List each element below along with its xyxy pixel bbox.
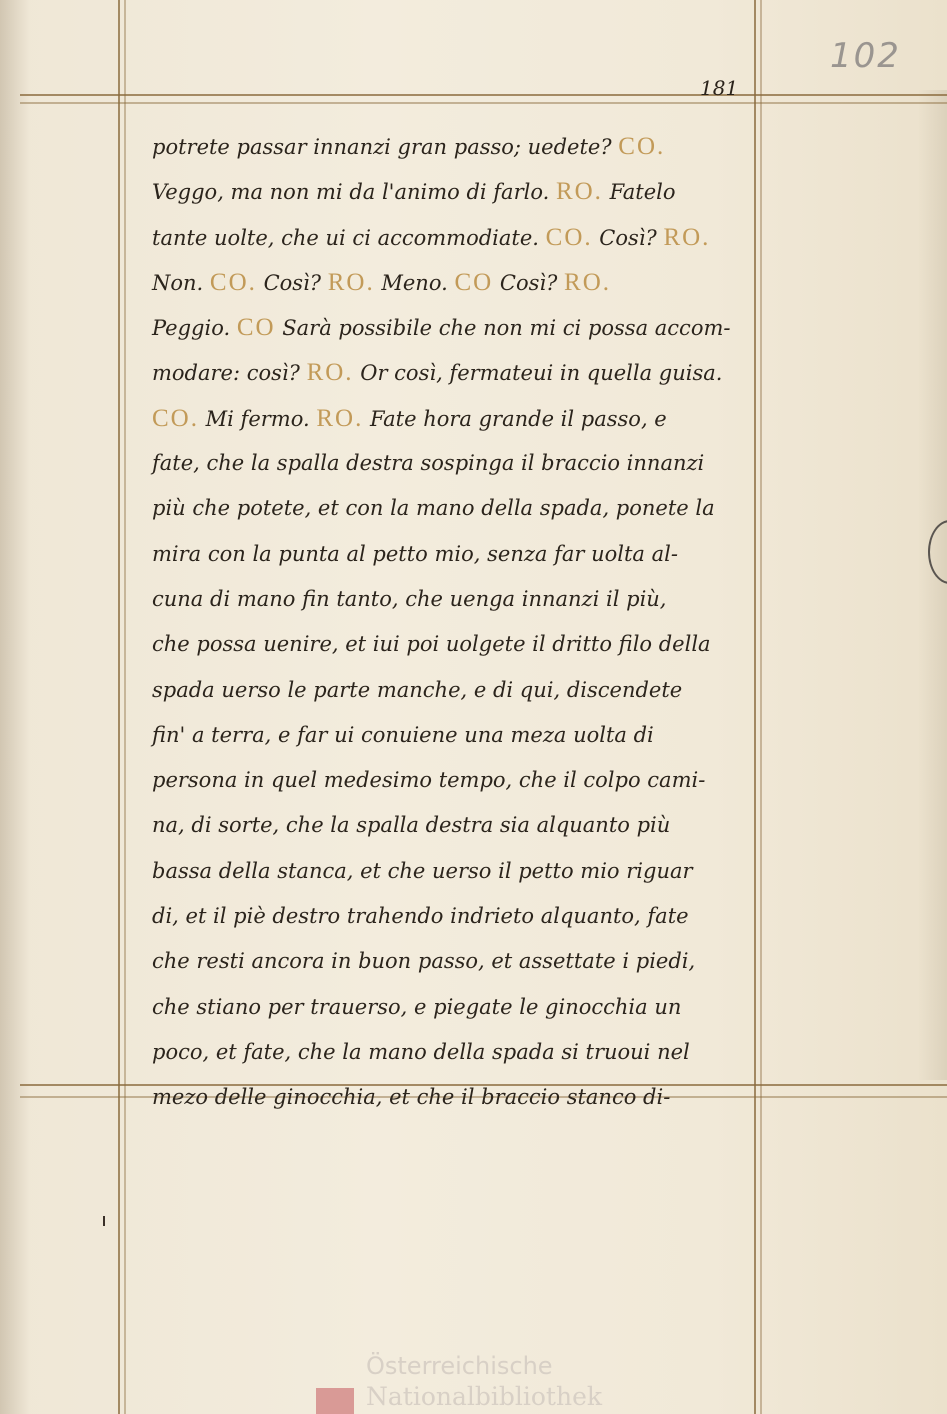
text-segment: fate, che la spalla destra sospinga il braccio innanzi xyxy=(152,451,705,476)
text-segment: Or così, fermateui in quella guisa. xyxy=(353,361,723,386)
text-segment: Non. xyxy=(152,270,210,295)
speaker-label: CO. xyxy=(618,133,666,160)
text-line xyxy=(152,486,742,531)
text-segment: na, di sorte, che la spalla destra sia alquanto più xyxy=(152,813,671,838)
text-segment: Meno. xyxy=(374,270,455,295)
text-line xyxy=(152,939,742,984)
text-segment: Sarà possibile che non mi ci possa accom- xyxy=(275,316,731,341)
speaker-label: CO. xyxy=(152,404,199,432)
text-segment: tante uolte, che ui ci accommodiate. xyxy=(152,225,546,250)
text-segment: Così? xyxy=(592,225,664,250)
text-line xyxy=(152,668,742,713)
speaker-label: CO. xyxy=(545,223,593,251)
text-segment: Fate hora grande il passo, e xyxy=(363,406,667,431)
text-segment: Peggio. xyxy=(152,316,237,341)
pencil-folio-number: 102 xyxy=(830,36,901,76)
text-segment: Mi fermo. xyxy=(198,406,317,431)
text-segment: di, et il piè destro trahendo indrieto alquanto, fate xyxy=(152,904,689,929)
speaker-label: RO. xyxy=(316,404,364,432)
page-edge-shadow xyxy=(918,90,947,1080)
manuscript-text-block xyxy=(152,124,742,1121)
text-segment: persona in quel medesimo tempo, che il colpo cami- xyxy=(152,768,706,793)
text-segment: poco, et fate, che la mano della spada si truoui nel xyxy=(152,1039,690,1064)
library-name-line1: Österreichische xyxy=(366,1352,553,1380)
left-margin-rule-outer xyxy=(118,0,120,1414)
text-segment: Così? xyxy=(493,270,565,295)
text-line xyxy=(152,849,742,894)
margin-tick-mark xyxy=(103,1216,105,1226)
top-rule-inner xyxy=(20,102,947,104)
text-line xyxy=(152,622,742,667)
text-segment: che stiano per trauerso, e piegate le ginocchia un xyxy=(152,994,682,1019)
speaker-label: RO. xyxy=(564,268,612,296)
speaker-label: RO. xyxy=(327,268,375,296)
text-line xyxy=(152,532,742,577)
text-segment: fin' a terra, e far ui conuiene una meza uolta di xyxy=(152,722,654,747)
text-segment: mezo delle ginocchia, et che il braccio stanco di- xyxy=(152,1085,671,1110)
text-segment: mira con la punta al petto mio, senza far uolta al- xyxy=(152,541,678,566)
text-segment: che resti ancora in buon passo, et assettate i piedi, xyxy=(152,949,696,974)
left-margin-rule-inner xyxy=(124,0,126,1414)
right-margin-rule-inner xyxy=(760,0,762,1414)
text-line xyxy=(152,758,742,803)
text-segment: modare: così? xyxy=(152,361,307,386)
text-segment: Così? xyxy=(256,270,328,295)
speaker-label: CO xyxy=(236,314,276,342)
text-segment: più che potete, et con la mano della spada, ponete la xyxy=(152,496,715,521)
text-line xyxy=(152,441,742,486)
text-line xyxy=(152,396,742,441)
text-line xyxy=(152,985,742,1030)
text-line xyxy=(152,124,742,169)
text-line xyxy=(152,350,742,395)
speaker-label: CO xyxy=(454,268,494,296)
text-line xyxy=(152,713,742,758)
text-line xyxy=(152,260,742,305)
text-segment: cuna di mano fin tanto, che uenga innanzi il più, xyxy=(152,586,667,611)
speaker-label: CO. xyxy=(209,268,257,296)
text-segment: Fatelo xyxy=(602,180,676,205)
text-line xyxy=(152,577,742,622)
text-segment: potrete passar innanzi gran passo; uedete? xyxy=(152,135,619,159)
text-segment: bassa della stanca, et che uerso il petto mio riguar xyxy=(152,858,693,883)
text-line xyxy=(152,803,742,848)
text-line xyxy=(152,1075,742,1120)
text-line xyxy=(152,305,742,350)
text-segment: spada uerso le parte manche, e di qui, discendete xyxy=(152,677,683,702)
binding-shadow xyxy=(0,0,30,1414)
library-logo-square xyxy=(316,1388,354,1414)
right-margin-rule-outer xyxy=(754,0,756,1414)
speaker-label: RO. xyxy=(663,223,711,251)
text-line xyxy=(152,169,742,214)
text-line xyxy=(152,215,742,260)
text-line xyxy=(152,894,742,939)
speaker-label: RO. xyxy=(306,359,354,387)
top-rule-outer xyxy=(20,94,947,96)
library-name-line2: Nationalbibliothek xyxy=(366,1382,603,1411)
text-segment: che possa uenire, et iui poi uolgete il dritto filo della xyxy=(152,632,711,657)
text-line xyxy=(152,1030,742,1075)
page-number: 181 xyxy=(700,76,739,100)
speaker-label: RO. xyxy=(555,178,603,206)
text-segment: Veggo, ma non mi da l'animo di farlo. xyxy=(152,180,556,205)
